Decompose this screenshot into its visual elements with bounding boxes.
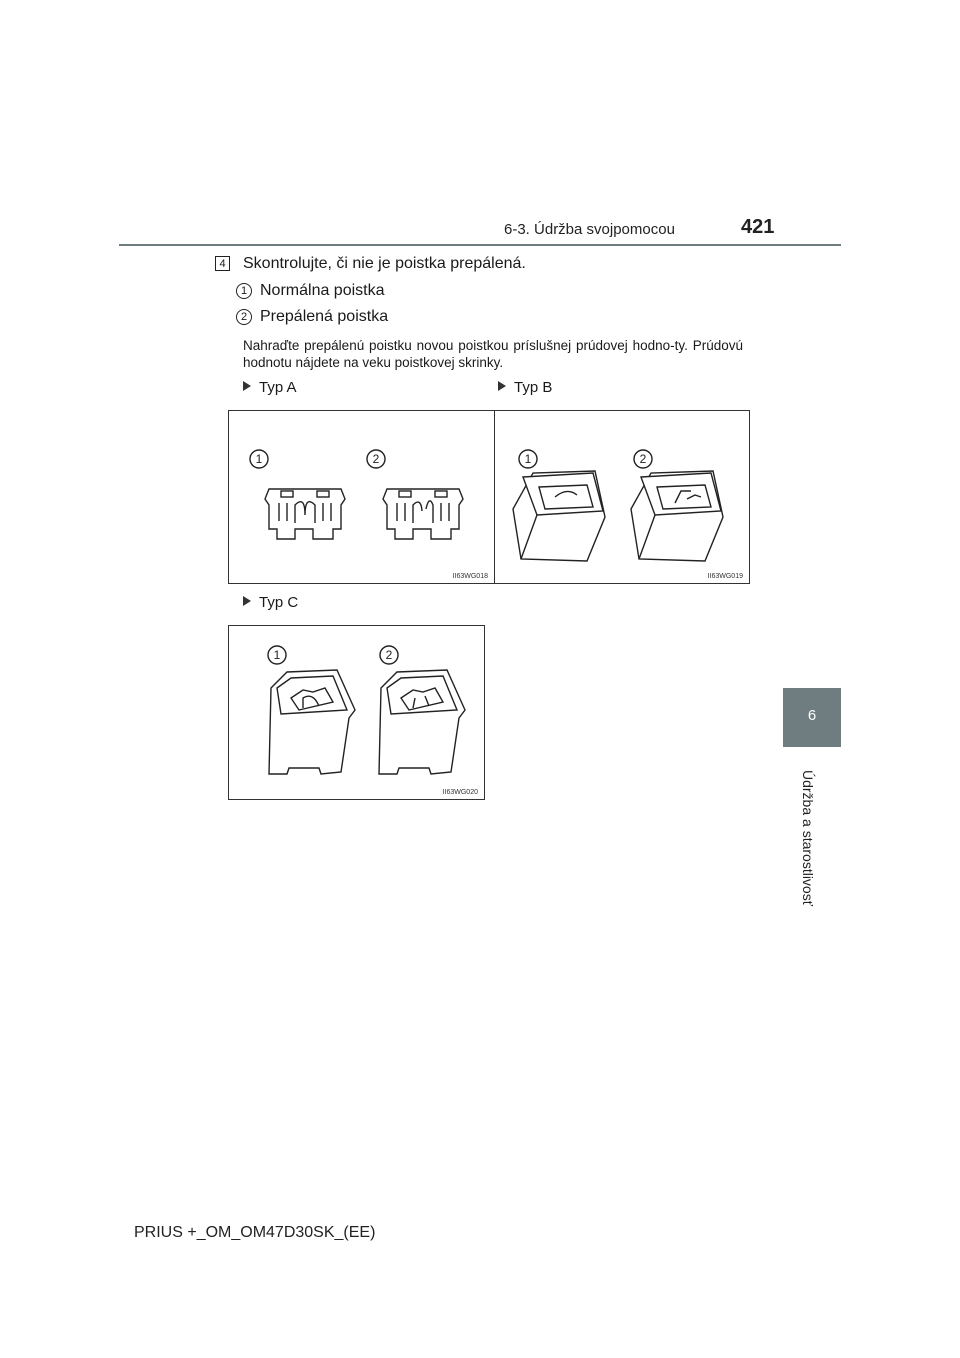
figure-type-c: [228, 625, 485, 800]
callout-1: 1: [524, 452, 532, 466]
item-label-blown-fuse: Prepálená poistka: [260, 308, 389, 325]
callout-1: 1: [273, 648, 281, 662]
type-a-label: Typ A: [243, 379, 297, 396]
fuse-type-a-illustration: [229, 411, 494, 583]
item-number-1: 1: [236, 283, 252, 299]
item-label-normal-fuse: Normálna poistka: [260, 282, 385, 299]
callout-2: 2: [372, 452, 380, 466]
document-code: PRIUS +_OM_OM47D30SK_(EE): [134, 1224, 376, 1241]
callout-2: 2: [385, 648, 393, 662]
triangle-bullet-icon: [498, 381, 506, 391]
triangle-bullet-icon: [243, 596, 251, 606]
figure-code: II63WG018: [452, 573, 488, 580]
figure-type-a: [228, 410, 495, 584]
step-text: Skontrolujte, či nie je poistka prepálená.: [243, 255, 526, 272]
callout-2: 2: [639, 452, 647, 466]
type-b-label: Typ B: [498, 379, 552, 396]
figure-code: II63WG019: [707, 573, 743, 580]
figure-code: II63WG020: [442, 789, 478, 796]
header-rule: [119, 244, 841, 246]
triangle-bullet-icon: [243, 381, 251, 391]
chapter-number: 6: [807, 707, 817, 724]
item-number-2: 2: [236, 309, 252, 325]
page-number: 421: [741, 216, 775, 238]
callout-1: 1: [255, 452, 263, 466]
chapter-title: Údržba a starostlivosť: [800, 770, 816, 906]
replacement-note: Nahraďte prepálenú poistku novou poistkou príslušnej prúdovej hodno-ty. Prúdovú hodnotu nájdete na veku poistkovej skrinky.: [243, 338, 743, 370]
section-title: 6-3. Údržba svojpomocou: [504, 221, 675, 238]
fuse-type-b-illustration: [495, 411, 749, 583]
fuse-type-c-illustration: [229, 626, 484, 799]
figure-type-b: [494, 410, 750, 584]
step-number-box: 4: [215, 256, 230, 271]
type-c-label: Typ C: [243, 594, 298, 611]
